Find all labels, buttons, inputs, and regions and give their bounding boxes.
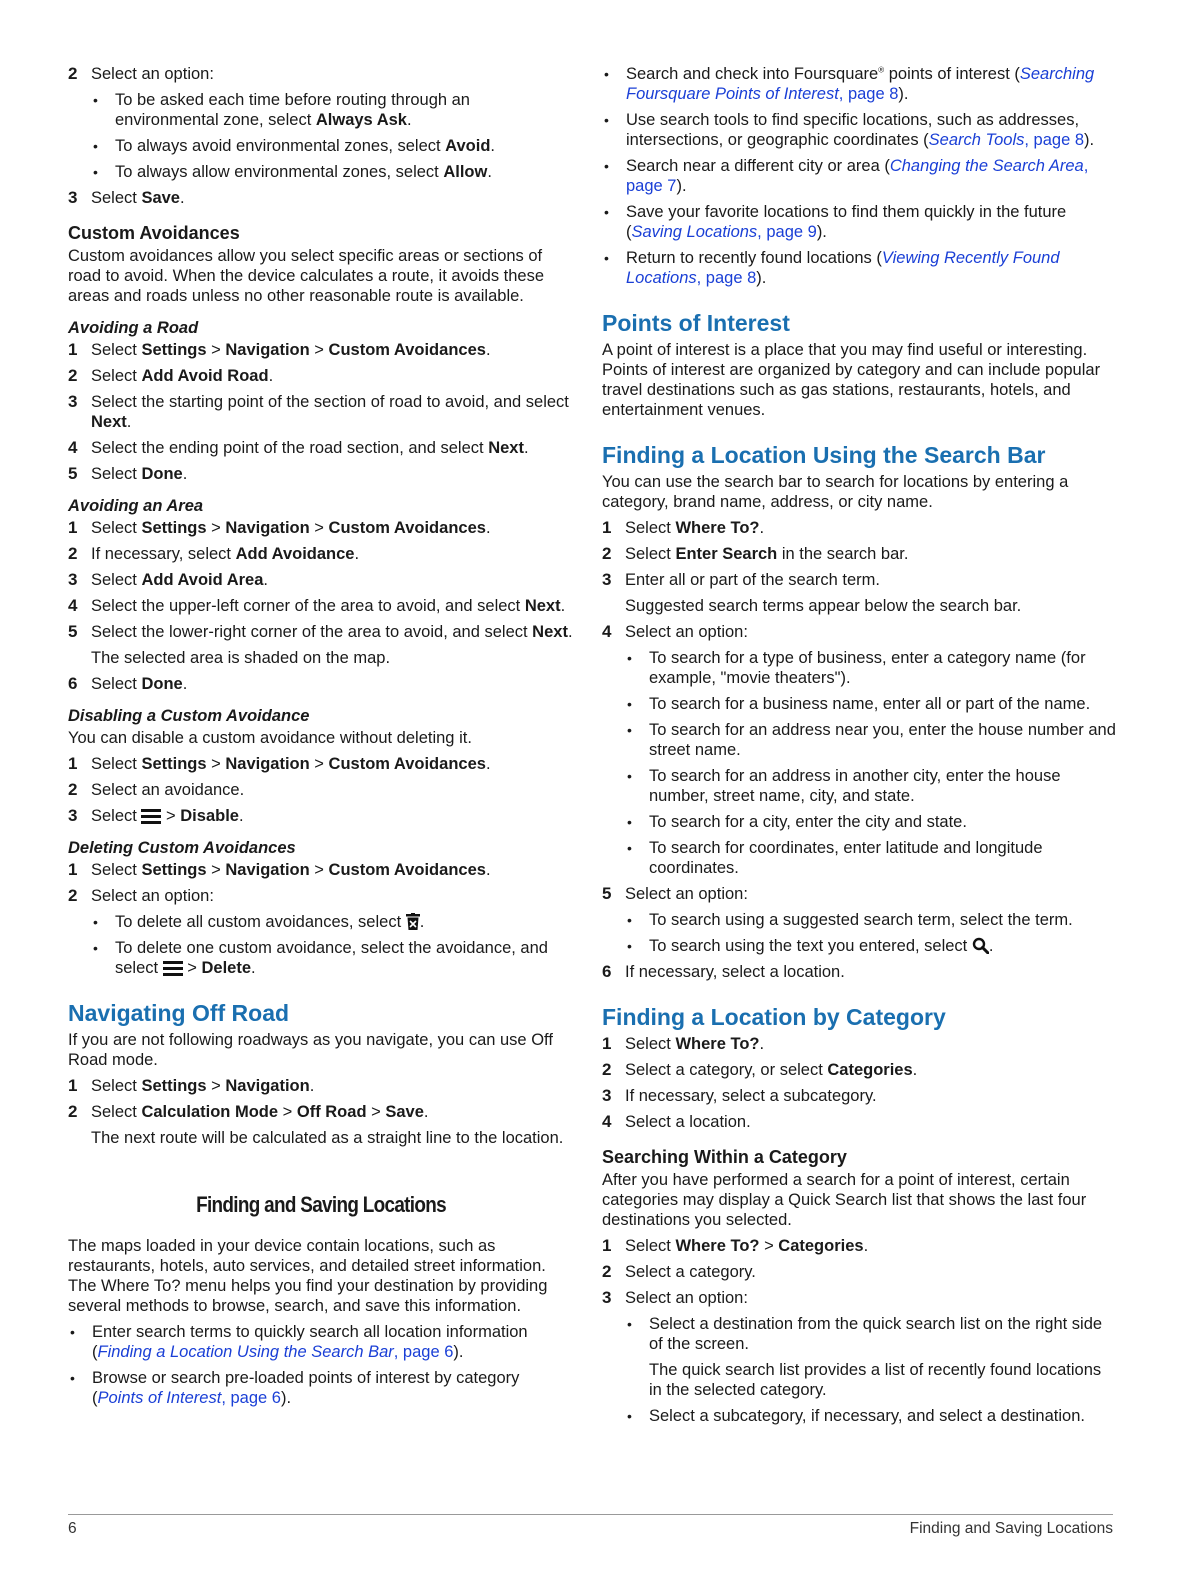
heading-custom-avoidances: Custom Avoidances [68,223,240,243]
step: 3 Select Save. [68,188,185,207]
cross-reference-link[interactable]: Saving Locations [631,223,758,241]
list-item: • To delete all custom avoidances, select . [91,912,574,932]
list-item: • To always allow environmental zones, select Allow. [91,162,574,182]
cross-reference-link[interactable]: Search Tools [928,131,1025,149]
step: 1 Select Where To?. [602,1034,765,1053]
option-list [91,90,574,182]
list-item: • To search using a suggested search term, select the term. [625,910,1116,930]
paragraph: A point of interest is a place that you may find useful or interesting. Points of interest are organized by category and can include popular travel destinations such as gas stations, restaurants, hotels, and entertainment venues. [602,341,1101,419]
list-item: • To delete one custom avoidance, select the avoidance, and select > Delete. [91,938,574,978]
step-note: The quick search list provides a list of recently found locations in the selected category. [649,1361,1102,1399]
heading-search-bar: Finding a Location Using the Search Bar [602,442,1046,468]
list-item: • To search for a city, enter the city and state. [625,812,1116,832]
list-item: • Save your favorite locations to find them quickly in the future (Saving Locations, page 9). [602,202,1116,242]
cross-reference-link[interactable]: Points of Interest [97,1389,222,1407]
list-item: • Select a destination from the quick search list on the right side of the screen. The quick search list provides a list of recently found locations in the selected category. [625,1314,1116,1400]
cross-reference-link[interactable]: Changing the Search Area [889,157,1084,175]
list-item: • Browse or search pre-loaded points of interest by category (Points of Interest, page 6). [68,1368,574,1408]
list-item: • To always avoid environmental zones, select Avoid. [91,136,574,156]
paragraph: Custom avoidances allow you select specific areas or sections of road to avoid. When the device calculates a route, it avoids these areas and roads unless no other reasonable route is available. [68,247,545,305]
step: 2 Select Add Avoid Road. [68,366,274,385]
left-column [68,64,574,1414]
page-reference-link[interactable]: , page 6 [393,1343,454,1361]
step: 1 Select Settings > Navigation > Custom Avoidances. [68,754,491,773]
heading-disabling: Disabling a Custom Avoidance [68,707,310,725]
step: 3 Enter all or part of the search term. [602,570,880,589]
paragraph: You can disable a custom avoidance without deleting it. [68,729,472,747]
option-list [625,910,1116,956]
step: 6 Select Done. [68,674,188,693]
step: 5 Select an option: [602,884,748,903]
list-item: • Use search tools to find specific locations, such as addresses, intersections, or geographic coordinates (Search Tools, page 8). [602,110,1116,150]
step: 4 Select the upper-left corner of the area to avoid, and select Next. [68,596,566,615]
paragraph: The maps loaded in your device contain locations, such as restaurants, hotels, auto services, and detailed street information. The Where To? menu helps you find your destination by providing several methods to browse, search, and save this information. [68,1237,548,1315]
step: 2 Select Calculation Mode > Off Road > Save. [68,1102,429,1121]
option-list [91,912,574,978]
page-reference-link[interactable]: , page 8 [838,85,899,103]
chapter-title: Finding and Saving Locations [196,1192,446,1217]
page-reference-link[interactable]: , page 6 [221,1389,281,1407]
option-list [625,648,1116,878]
heading-deleting: Deleting Custom Avoidances [68,839,296,857]
paragraph: If you are not following roadways as you navigate, you can use Off Road mode. [68,1031,553,1069]
step-note: Suggested search terms appear below the search bar. [625,597,1022,615]
step: 3 Select Add Avoid Area. [68,570,268,589]
step: 2 Select a category. [602,1262,756,1281]
step: 2 Select Enter Search in the search bar. [602,544,909,563]
step: 2 Select a category, or select Categories. [602,1060,918,1079]
step: 1 Select Where To?. [602,518,765,537]
list-item: • To search for a business name, enter all or part of the name. [625,694,1116,714]
list-item: • Search and check into Foursquare® points of interest (Searching Foursquare Points of Interest, page 8). [602,64,1116,104]
step: 6 If necessary, select a location. [602,962,845,981]
trash-icon [406,913,420,930]
search-icon [972,937,989,954]
step: 3 Select > Disable. [68,806,244,825]
step: 1 Select Settings > Navigation > Custom Avoidances. [68,340,491,359]
feature-list [602,64,1116,288]
list-item: • To search for an address in another city, enter the house number, street name, city, and state. [625,766,1116,806]
list-item: • To search for coordinates, enter latitude and longitude coordinates. [625,838,1116,878]
step: 3 Select an option: [602,1288,748,1307]
heading-within-category: Searching Within a Category [602,1147,847,1167]
page-reference-link[interactable]: , page 9 [757,223,817,241]
list-item: • Select a subcategory, if necessary, and select a destination. [625,1406,1116,1426]
step: 2 Select an option: [68,886,214,905]
menu-icon [141,808,161,824]
list-item: • Return to recently found locations (Viewing Recently Found Locations, page 8). [602,248,1116,288]
list-item: • To be asked each time before routing through an environmental zone, select Always Ask. [91,90,574,130]
step: 2 Select an avoidance. [68,780,245,799]
page-footer [68,1514,1113,1539]
page-reference-link[interactable]: , page 7 [626,157,1089,195]
step: 1 Select Settings > Navigation > Custom Avoidances. [68,860,491,879]
list-item: • To search using the text you entered, select . [625,936,1116,956]
page-reference-link[interactable]: , page 8 [1024,131,1085,149]
step: 1 Select Where To? > Categories. [602,1236,869,1255]
page-number: 6 [68,1520,77,1537]
step: 2 Select an option: [68,64,214,83]
step: 4 Select an option: [602,622,748,641]
paragraph: After you have performed a search for a point of interest, certain categories may display a Quick Search list that shows the last four destinations you selected. [602,1171,1087,1229]
feature-list [68,1322,574,1408]
step-note: The next route will be calculated as a straight line to the location. [91,1129,564,1147]
step: 1 Select Settings > Navigation > Custom Avoidances. [68,518,491,537]
step: 2 If necessary, select Add Avoidance. [68,544,360,563]
step-note: The selected area is shaded on the map. [91,649,391,667]
step: 1 Select Settings > Navigation. [68,1076,315,1095]
right-column [602,64,1116,1432]
list-item: • Search near a different city or area (Changing the Search Area, page 7). [602,156,1116,196]
step: 5 Select the lower-right corner of the area to avoid, and select Next. [68,622,573,641]
list-item: • Enter search terms to quickly search all location information (Finding a Location Using the Search Bar, page 6). [68,1322,574,1362]
paragraph: You can use the search bar to search for locations by entering a category, brand name, address, or city name. [602,473,1069,511]
menu-icon [163,960,183,976]
step: 3 If necessary, select a subcategory. [602,1086,877,1105]
heading-points-of-interest: Points of Interest [602,310,790,336]
heading-by-category: Finding a Location by Category [602,1004,946,1030]
list-item: • To search for a type of business, enter a category name (for example, "movie theaters"). [625,648,1116,688]
heading-navigating-off-road: Navigating Off Road [68,1000,290,1026]
page-reference-link[interactable]: , page 8 [696,269,757,287]
step: 5 Select Done. [68,464,188,483]
footer-section-title: Finding and Saving Locations [909,1520,1113,1537]
heading-avoiding-road: Avoiding a Road [68,319,199,337]
cross-reference-link[interactable]: Searching Foursquare Points of Interest [626,65,1095,103]
step: 4 Select a location. [602,1112,751,1131]
step: 4 Select the ending point of the road section, and select Next. [68,438,529,457]
step: 3 Select the starting point of the section of road to avoid, and select Next. [68,392,569,431]
cross-reference-link[interactable]: Finding a Location Using the Search Bar [97,1343,394,1361]
option-list [625,1314,1116,1426]
list-item: • To search for an address near you, enter the house number and street name. [625,720,1116,760]
heading-avoiding-area: Avoiding an Area [68,497,204,515]
cross-reference-link[interactable]: Viewing Recently Found Locations [626,249,1060,287]
